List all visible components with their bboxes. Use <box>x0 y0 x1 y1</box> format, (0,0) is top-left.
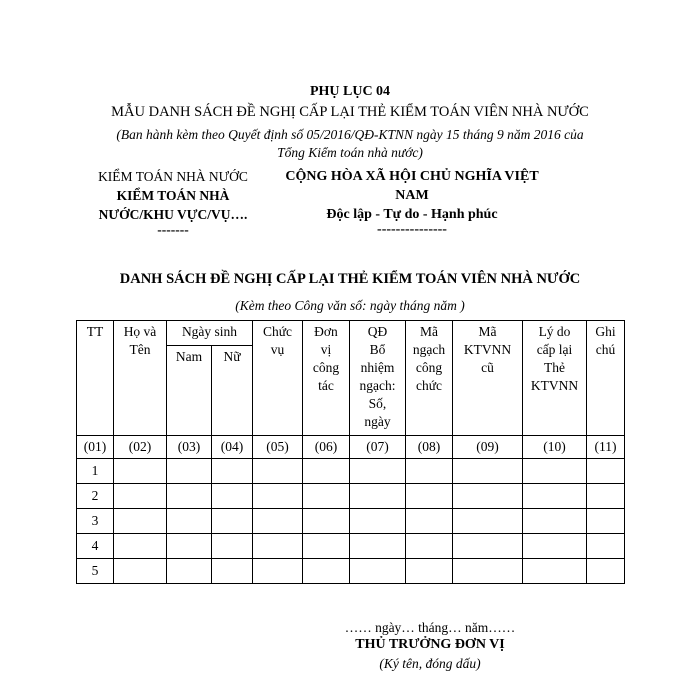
table-cell <box>350 459 406 484</box>
table-cell <box>167 559 212 584</box>
table-cell <box>587 484 625 509</box>
column-number: (02) <box>114 436 167 459</box>
table-cell <box>453 559 523 584</box>
form-title: MẪU DANH SÁCH ĐỀ NGHỊ CẤP LẠI THẺ KIỂM TOÁN VIÊN NHÀ NƯỚC <box>111 104 589 120</box>
header-line: KTVNN <box>463 342 512 357</box>
table-cell <box>167 484 212 509</box>
table-cell <box>453 509 523 534</box>
col-header-tt: TT <box>77 321 114 436</box>
column-number: (03) <box>167 436 212 459</box>
column-number: (05) <box>253 436 303 459</box>
table-cell <box>587 559 625 584</box>
header-line: Đơn <box>314 324 338 339</box>
table-cell <box>523 459 587 484</box>
unit-name: KIỂM TOÁN NHÀ <box>116 188 230 203</box>
column-number-row <box>77 436 625 459</box>
table-cell <box>453 484 523 509</box>
header-line: Tên <box>129 342 151 357</box>
row-number: 1 <box>77 459 114 484</box>
col-header-old-code <box>453 321 523 436</box>
request-table <box>76 320 625 584</box>
list-subtitle: (Kèm theo Công văn số: ngày tháng năm ) <box>235 298 465 313</box>
col-header-name <box>114 321 167 436</box>
nation-name: CỘNG HÒA XÃ HỘI CHỦ NGHĨA VIỆT <box>285 169 539 184</box>
signature-title: THỦ TRƯỞNG ĐƠN VỊ <box>355 637 505 652</box>
table-cell <box>406 484 453 509</box>
table-cell <box>350 509 406 534</box>
appendix-label: PHỤ LỤC 04 <box>309 84 391 99</box>
unit-name: NƯỚC/KHU VỰC/VỤ…. <box>98 207 248 222</box>
table-cell <box>212 509 253 534</box>
table-cell <box>303 559 350 584</box>
header-line: vụ <box>270 342 285 357</box>
column-number: (10) <box>523 436 587 459</box>
table-cell <box>212 534 253 559</box>
table-cell <box>406 559 453 584</box>
header-line: Lý do <box>538 324 571 339</box>
table-cell <box>406 534 453 559</box>
table-cell <box>212 484 253 509</box>
col-header-workplace <box>303 321 350 436</box>
header-line: công <box>415 360 443 375</box>
table-cell <box>303 484 350 509</box>
header-line: ngạch <box>412 342 446 357</box>
row-number: 4 <box>77 534 114 559</box>
column-number: (04) <box>212 436 253 459</box>
subtitle-line: Tổng Kiểm toán nhà nước) <box>277 145 423 160</box>
header-line: KTVNN <box>530 378 579 393</box>
column-number: (01) <box>77 436 114 459</box>
table-row <box>77 459 625 484</box>
divider-rule: --------------- <box>377 222 447 237</box>
form-subtitle <box>80 126 620 162</box>
national-motto-block <box>282 167 542 236</box>
table-cell <box>253 459 303 484</box>
table-cell <box>167 459 212 484</box>
header-line: chức <box>415 378 443 393</box>
column-number: (07) <box>350 436 406 459</box>
table-row <box>77 509 625 534</box>
table-cell <box>453 534 523 559</box>
header-line: ngày <box>364 414 391 429</box>
issuing-agency-block <box>78 167 268 236</box>
table-cell <box>212 459 253 484</box>
header-line: cấp lại <box>536 342 573 357</box>
header-line: Chức <box>262 324 293 339</box>
subtitle-line: (Ban hành kèm theo Quyết định số 05/2016/QĐ-KTNN ngày 15 tháng 9 năm 2016 của <box>116 127 584 142</box>
col-header-dob: Ngày sinh <box>167 321 253 346</box>
table-cell <box>350 534 406 559</box>
table-cell <box>587 459 625 484</box>
col-header-rank-code <box>406 321 453 436</box>
table-cell <box>167 534 212 559</box>
table-cell <box>253 534 303 559</box>
divider-rule: ------- <box>157 222 189 237</box>
col-header-decision <box>350 321 406 436</box>
agency-name: KIỂM TOÁN NHÀ NƯỚC <box>98 169 248 184</box>
table-cell <box>253 484 303 509</box>
column-number: (06) <box>303 436 350 459</box>
table-cell <box>523 484 587 509</box>
header-line: Mã <box>420 324 438 339</box>
signature-date-line: …… ngày… tháng… năm…… <box>344 620 516 635</box>
column-number: (08) <box>406 436 453 459</box>
table-cell <box>453 459 523 484</box>
table-cell <box>523 559 587 584</box>
row-number: 5 <box>77 559 114 584</box>
table-cell <box>253 559 303 584</box>
table-cell <box>212 559 253 584</box>
table-cell <box>114 534 167 559</box>
table-cell <box>587 509 625 534</box>
header-line: vị <box>320 342 332 357</box>
signature-note: (Ký tên, đóng dấu) <box>379 656 481 671</box>
table-cell <box>303 459 350 484</box>
column-number: (09) <box>453 436 523 459</box>
table-cell <box>406 459 453 484</box>
col-header-position <box>253 321 303 436</box>
table-cell <box>587 534 625 559</box>
table-cell <box>303 534 350 559</box>
header-row <box>77 321 625 346</box>
table-cell <box>350 559 406 584</box>
header-line: Thẻ <box>544 360 565 375</box>
header-line: Ghi <box>595 324 616 339</box>
header-line: ngạch: <box>359 378 396 393</box>
header-line: Số, <box>368 396 387 411</box>
header-line: cũ <box>481 360 494 375</box>
col-header-note <box>587 321 625 436</box>
table-row <box>77 559 625 584</box>
table-cell <box>523 509 587 534</box>
table-cell <box>114 509 167 534</box>
row-number: 2 <box>77 484 114 509</box>
header-line: Mã <box>478 324 497 339</box>
header-line: chú <box>595 342 616 357</box>
header-line: Họ và <box>123 324 157 339</box>
header-line: QĐ <box>367 324 388 339</box>
header-line: nhiệm <box>360 360 395 375</box>
motto: Độc lập - Tự do - Hạnh phúc <box>326 207 498 222</box>
table-row <box>77 484 625 509</box>
table-cell <box>114 559 167 584</box>
table-cell <box>523 534 587 559</box>
column-number: (11) <box>587 436 625 459</box>
row-number: 3 <box>77 509 114 534</box>
table-row <box>77 534 625 559</box>
col-header-dob-female: Nữ <box>212 346 253 436</box>
col-header-reason <box>523 321 587 436</box>
list-title: DANH SÁCH ĐỀ NGHỊ CẤP LẠI THẺ KIỂM TOÁN VIÊN NHÀ NƯỚC <box>119 271 581 287</box>
table-cell <box>114 484 167 509</box>
table-cell <box>303 509 350 534</box>
col-header-dob-male: Nam <box>167 346 212 436</box>
table-cell <box>406 509 453 534</box>
table-cell <box>114 459 167 484</box>
header-line: Bổ <box>369 342 386 357</box>
header-line: tác <box>318 378 334 393</box>
nation-name: NAM <box>395 188 429 203</box>
header-line: công <box>312 360 340 375</box>
table-cell <box>167 509 212 534</box>
table-cell <box>350 484 406 509</box>
table-cell <box>253 509 303 534</box>
